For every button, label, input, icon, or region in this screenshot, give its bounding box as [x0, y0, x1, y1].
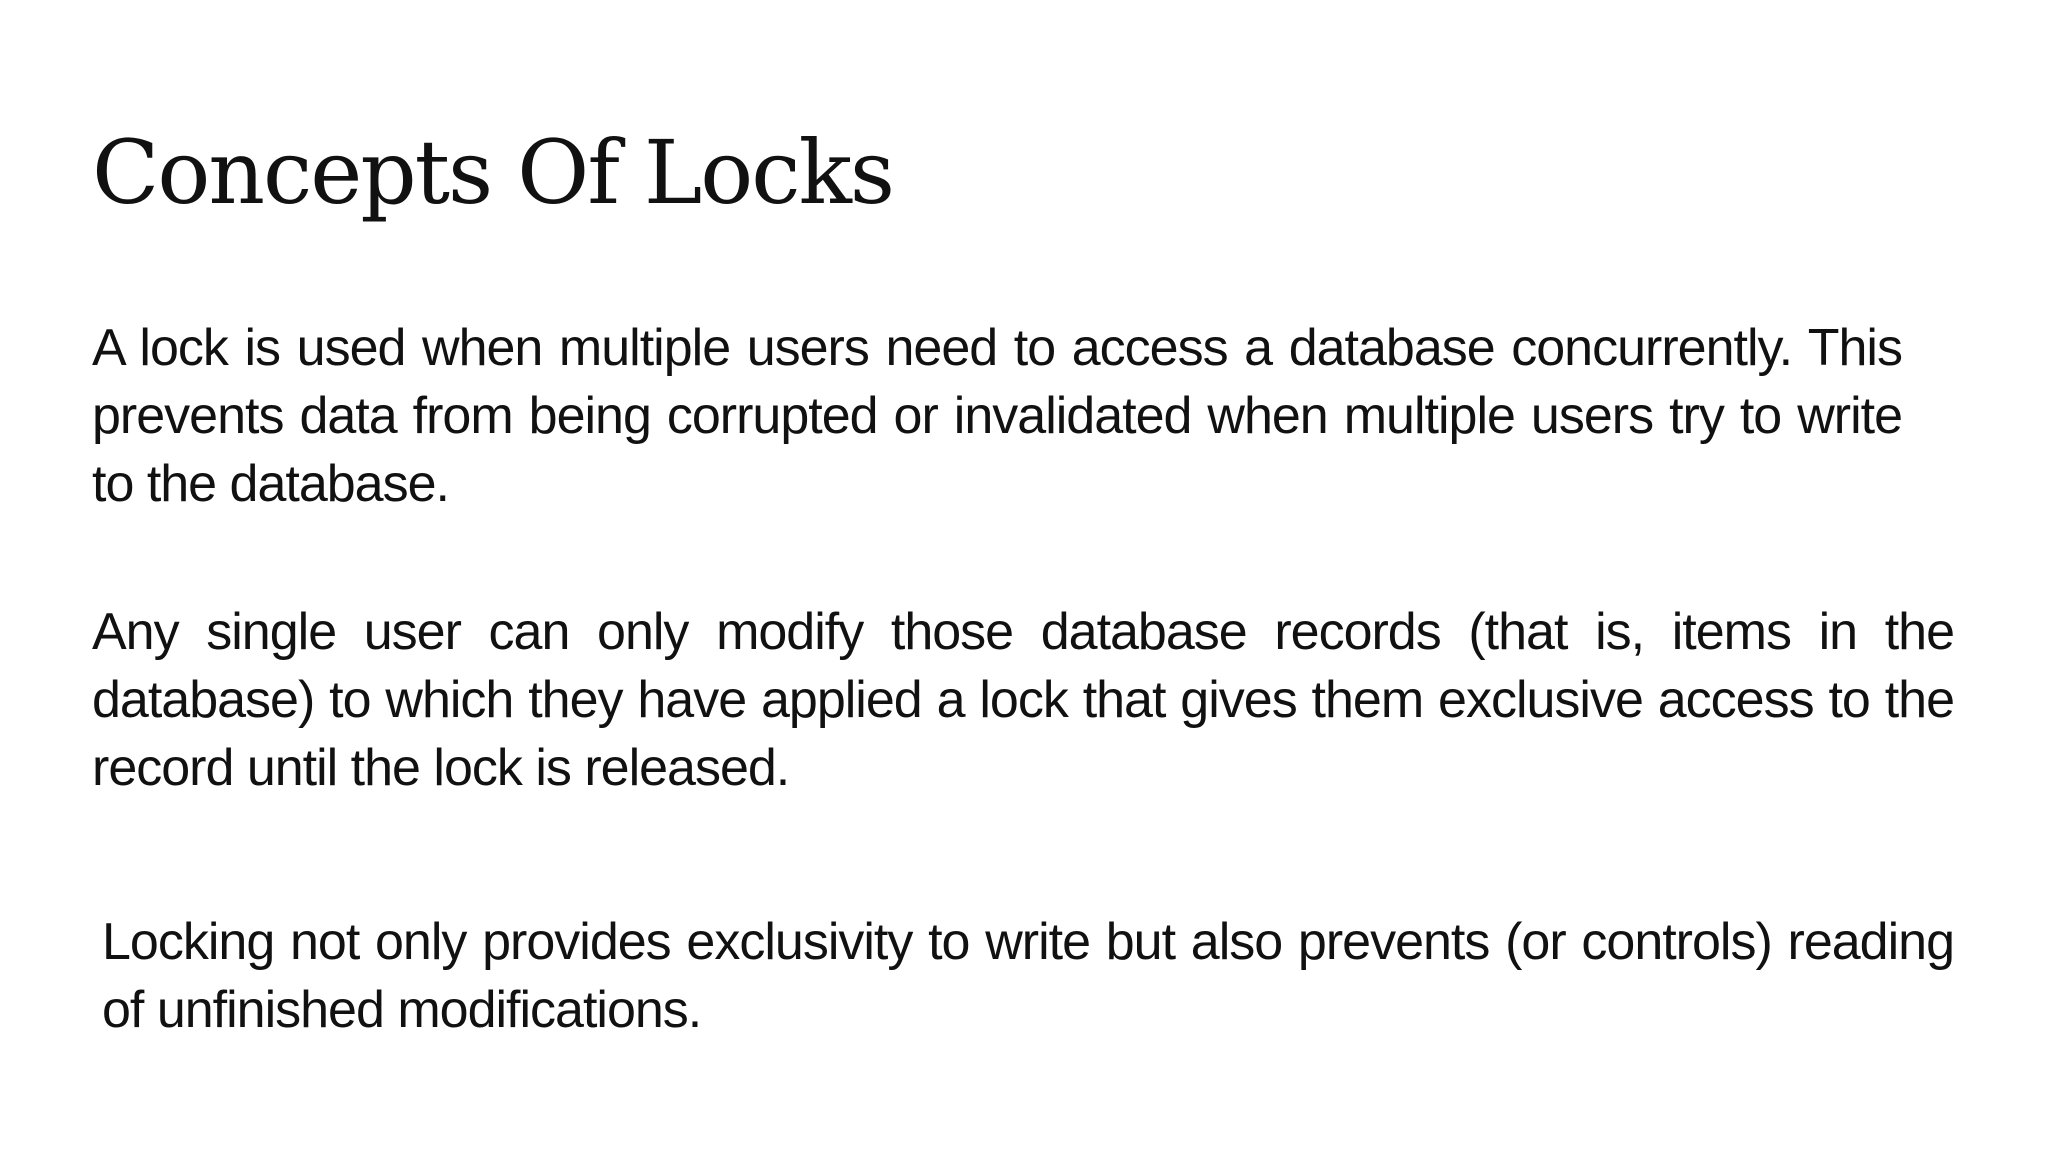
slide-title: Concepts Of Locks	[92, 121, 894, 224]
paragraph-lock-definition: A lock is used when multiple users need to access a database concurrently. This prevents data from being corrupted or invalidated when multiple users try to write to the database.	[92, 319, 1902, 513]
paragraph-exclusive-access: Any single user can only modify those database records (that is, items in the database) to which they have applied a lock that gives them exclusive access to the record until the lock is released.	[92, 603, 1954, 797]
paragraph-locking-benefits: Locking not only provides exclusivity to write but also prevents (or controls) reading of unfinished modifications.	[102, 913, 1954, 1039]
